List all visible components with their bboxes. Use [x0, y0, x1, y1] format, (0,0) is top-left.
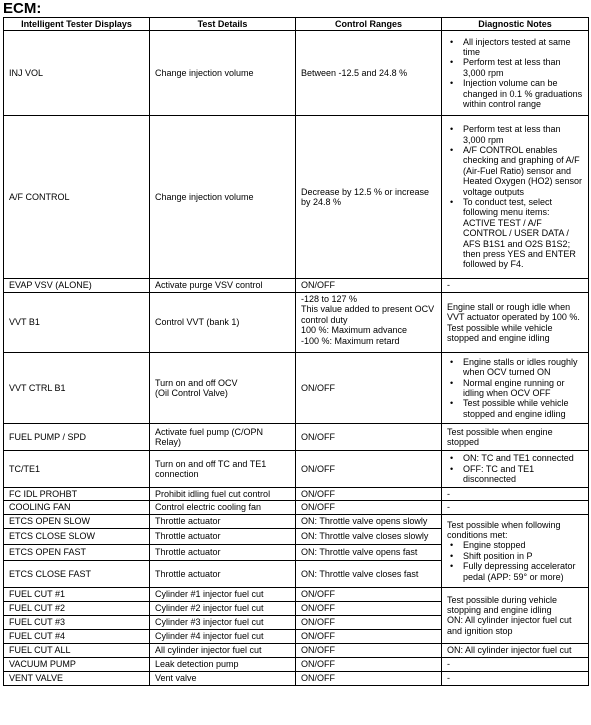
test-details: Vent valve: [150, 671, 296, 685]
diagnostic-notes: -: [442, 657, 589, 671]
table-row: [4, 293, 589, 353]
control-range: ON/OFF: [296, 643, 442, 657]
test-details: Turn on and off TC and TE1 connection: [150, 451, 296, 488]
tester-display: A/F CONTROL: [4, 116, 150, 279]
test-details: Cylinder #1 injector fuel cut: [150, 587, 296, 601]
test-details: Change injection volume: [150, 31, 296, 116]
control-range: ON/OFF: [296, 601, 442, 615]
test-details: Cylinder #3 injector fuel cut: [150, 615, 296, 629]
diagnostic-notes: [442, 587, 589, 643]
test-details: Leak detection pump: [150, 657, 296, 671]
control-range: ON/OFF: [296, 424, 442, 451]
test-details: Throttle actuator: [150, 528, 296, 544]
table-row: [4, 501, 589, 514]
table-row: [4, 488, 589, 501]
test-details: Cylinder #2 injector fuel cut: [150, 601, 296, 615]
tester-display: ETCS OPEN FAST: [4, 544, 150, 560]
control-range: ON/OFF: [296, 279, 442, 293]
table-header-row: [4, 18, 589, 31]
active-test-table: [3, 17, 589, 686]
control-range: ON: Throttle valve closes fast: [296, 560, 442, 587]
tester-display: FUEL CUT #3: [4, 615, 150, 629]
test-details: [150, 353, 296, 424]
tester-display: FUEL PUMP / SPD: [4, 424, 150, 451]
range-line: This value added to present OCV control duty: [301, 304, 435, 325]
table-row: [4, 116, 589, 279]
note-line: Test possible during vehicle stopping and engine idling: [447, 594, 558, 615]
note-item: • Engine stopped: [463, 540, 583, 550]
tester-display: EVAP VSV (ALONE): [4, 279, 150, 293]
note-item: • Normal engine running or idling when OCV OFF: [463, 378, 583, 399]
test-details: Throttle actuator: [150, 560, 296, 587]
diagnostic-notes: Engine stall or rough idle when VVT actuator operated by 100 %. Test possible while vehicle stopped and engine idling: [442, 293, 589, 353]
tester-display: VVT B1: [4, 293, 150, 353]
test-details: Prohibit idling fuel cut control: [150, 488, 296, 501]
control-range: ON/OFF: [296, 353, 442, 424]
diagnostic-notes: [442, 31, 589, 116]
section-heading: ECM:: [3, 0, 42, 17]
tester-display: COOLING FAN: [4, 501, 150, 514]
table-row: [4, 451, 589, 488]
tester-display: ETCS CLOSE FAST: [4, 560, 150, 587]
note-item: • To conduct test, select following menu items: ACTIVE TEST / A/F CONTROL / USER DATA / AFS B1S1 and O2S B1S2; then press YES and ENTER followed by F4.: [463, 197, 583, 270]
control-range: ON/OFF: [296, 615, 442, 629]
diagnostic-notes: Test possible when engine stopped: [442, 424, 589, 451]
tester-display: FUEL CUT ALL: [4, 643, 150, 657]
diagnostic-notes: -: [442, 279, 589, 293]
tester-display: INJ VOL: [4, 31, 150, 116]
table-row: [4, 31, 589, 116]
tester-display: VENT VALVE: [4, 671, 150, 685]
header-control-ranges: Control Ranges: [296, 18, 442, 31]
note-item: • Perform test at less than 3,000 rpm: [463, 124, 583, 145]
control-range: ON/OFF: [296, 501, 442, 514]
table-row: [4, 657, 589, 671]
range-line: -128 to 127 %: [301, 294, 358, 304]
table-row: [4, 671, 589, 685]
test-details: Activate fuel pump (C/OPN Relay): [150, 424, 296, 451]
note-item: • Engine stalls or idles roughly when OCV turned ON: [463, 357, 583, 378]
note-item: • ON: TC and TE1 connected: [463, 453, 583, 463]
details-line: (Oil Control Valve): [155, 388, 228, 398]
control-range: ON: Throttle valve closes slowly: [296, 528, 442, 544]
note-item: • A/F CONTROL enables checking and graphing of A/F (Air-Fuel Ratio) sensor and Heated Oxygen (HO2) sensor voltage outputs: [463, 145, 583, 197]
diagnostic-notes: -: [442, 501, 589, 514]
tester-display: VACUUM PUMP: [4, 657, 150, 671]
tester-display: FC IDL PROHBT: [4, 488, 150, 501]
control-range: ON/OFF: [296, 587, 442, 601]
note-item: • Shift position in P: [463, 551, 583, 561]
control-range: Decrease by 12.5 % or increase by 24.8 %: [296, 116, 442, 279]
tester-display: FUEL CUT #2: [4, 601, 150, 615]
test-details: Cylinder #4 injector fuel cut: [150, 629, 296, 643]
table-row: [4, 514, 589, 528]
tester-display: FUEL CUT #1: [4, 587, 150, 601]
tester-display: ETCS CLOSE SLOW: [4, 528, 150, 544]
control-range: ON/OFF: [296, 671, 442, 685]
test-details: Activate purge VSV control: [150, 279, 296, 293]
test-details: Throttle actuator: [150, 514, 296, 528]
note-item: • Perform test at less than 3,000 rpm: [463, 57, 583, 78]
control-range: ON/OFF: [296, 488, 442, 501]
note-item: • All injectors tested at same time: [463, 37, 583, 58]
note-item: • OFF: TC and TE1 disconnected: [463, 464, 583, 485]
header-tester-displays: Intelligent Tester Displays: [4, 18, 150, 31]
diagnostic-notes: -: [442, 488, 589, 501]
table-row: [4, 353, 589, 424]
range-line: -100 %: Maximum retard: [301, 335, 400, 346]
diagnostic-notes: ON: All cylinder injector fuel cut: [442, 643, 589, 657]
test-details: All cylinder injector fuel cut: [150, 643, 296, 657]
table-row: [4, 643, 589, 657]
diagnostic-notes: [442, 451, 589, 488]
details-line: Turn on and off OCV: [155, 377, 238, 388]
tester-display: FUEL CUT #4: [4, 629, 150, 643]
table-row: [4, 587, 589, 601]
control-range: Between -12.5 and 24.8 %: [296, 31, 442, 116]
diagnostic-notes: [442, 514, 589, 587]
note-line: ON: All cylinder injector fuel cut and ignition stop: [447, 615, 572, 636]
tester-display: VVT CTRL B1: [4, 353, 150, 424]
control-range: ON/OFF: [296, 657, 442, 671]
diagnostic-notes: [442, 116, 589, 279]
note-intro: Test possible when following conditions met:: [447, 519, 561, 540]
diagnostic-notes: [442, 353, 589, 424]
table-row: [4, 424, 589, 451]
control-range: ON: Throttle valve opens fast: [296, 544, 442, 560]
table-row: [4, 279, 589, 293]
test-details: Control VVT (bank 1): [150, 293, 296, 353]
control-range: ON/OFF: [296, 629, 442, 643]
note-item: • Test possible while vehicle stopped and engine idling: [463, 398, 583, 419]
control-range: [296, 293, 442, 353]
header-diagnostic-notes: Diagnostic Notes: [442, 18, 589, 31]
test-details: Control electric cooling fan: [150, 501, 296, 514]
tester-display: ETCS OPEN SLOW: [4, 514, 150, 528]
header-test-details: Test Details: [150, 18, 296, 31]
control-range: ON: Throttle valve opens slowly: [296, 514, 442, 528]
note-item: • Fully depressing accelerator pedal (APP: 59° or more): [463, 561, 583, 582]
diagnostic-notes: -: [442, 671, 589, 685]
note-item: • Injection volume can be changed in 0.1 % graduations within control range: [463, 78, 583, 109]
tester-display: TC/TE1: [4, 451, 150, 488]
test-details: Change injection volume: [150, 116, 296, 279]
range-line: 100 %: Maximum advance: [301, 325, 408, 336]
test-details: Throttle actuator: [150, 544, 296, 560]
control-range: ON/OFF: [296, 451, 442, 488]
